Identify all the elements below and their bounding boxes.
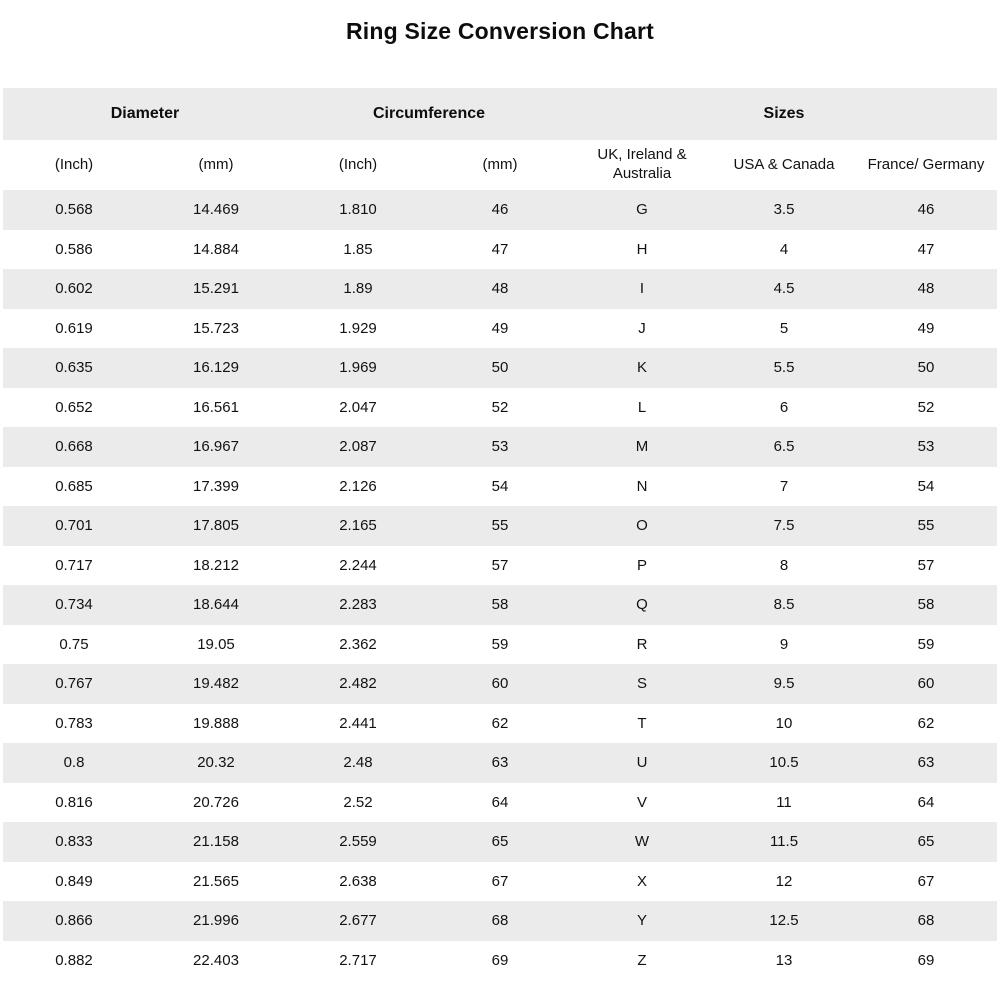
table-cell: 4 [713, 230, 855, 270]
table-cell: 7.5 [713, 506, 855, 546]
table-cell: 0.717 [3, 546, 145, 586]
table-cell: 50 [855, 348, 997, 388]
table-cell: 20.726 [145, 783, 287, 823]
table-cell: 0.619 [3, 309, 145, 349]
table-row [3, 862, 997, 902]
table-cell: 13 [713, 941, 855, 981]
table-cell: S [571, 664, 713, 704]
table-cell: 9.5 [713, 664, 855, 704]
table-cell: 16.129 [145, 348, 287, 388]
table-cell: 18.212 [145, 546, 287, 586]
table-cell: 65 [855, 822, 997, 862]
column-header-inch [3, 140, 145, 190]
table-cell: 2.638 [287, 862, 429, 902]
table-cell: 68 [855, 901, 997, 941]
table-cell: T [571, 704, 713, 744]
table-cell: 63 [429, 743, 571, 783]
page-title: Ring Size Conversion Chart [345, 18, 655, 44]
table-row [3, 427, 997, 467]
table-row [3, 388, 997, 428]
table-row [3, 269, 997, 309]
table-cell: 57 [855, 546, 997, 586]
table-cell: 22.403 [145, 941, 287, 981]
table-cell: 0.767 [3, 664, 145, 704]
table-cell: 7 [713, 467, 855, 507]
table-row [3, 348, 997, 388]
table-row [3, 506, 997, 546]
table-cell: 50 [429, 348, 571, 388]
column-header-label: USA & Canada [733, 155, 835, 173]
table-cell: N [571, 467, 713, 507]
table-row [3, 743, 997, 783]
table-cell: P [571, 546, 713, 586]
table-cell: 54 [855, 467, 997, 507]
table-cell: G [571, 190, 713, 230]
table-cell: 1.89 [287, 269, 429, 309]
table-cell: Z [571, 941, 713, 981]
table-cell: 0.568 [3, 190, 145, 230]
table-cell: 62 [855, 704, 997, 744]
table-cell: 55 [855, 506, 997, 546]
table-cell: L [571, 388, 713, 428]
table-cell: 0.701 [3, 506, 145, 546]
table-cell: 49 [855, 309, 997, 349]
table-cell: 16.967 [145, 427, 287, 467]
table-cell: 8.5 [713, 585, 855, 625]
table-row [3, 783, 997, 823]
table-row [3, 585, 997, 625]
table-cell: 52 [429, 388, 571, 428]
table-body [3, 190, 997, 980]
table-cell: 2.52 [287, 783, 429, 823]
table-cell: 19.05 [145, 625, 287, 665]
table-cell: 67 [855, 862, 997, 902]
table-cell: 0.75 [3, 625, 145, 665]
table-cell: R [571, 625, 713, 665]
table-cell: 4.5 [713, 269, 855, 309]
table-cell: 46 [855, 190, 997, 230]
table-cell: 2.087 [287, 427, 429, 467]
table-cell: 2.165 [287, 506, 429, 546]
column-header-mm [429, 140, 571, 190]
table-cell: 17.805 [145, 506, 287, 546]
table-cell: Y [571, 901, 713, 941]
table-cell: 0.8 [3, 743, 145, 783]
table-header [3, 88, 997, 190]
column-header-france-germany [855, 140, 997, 190]
table-cell: 2.559 [287, 822, 429, 862]
table-cell: 1.810 [287, 190, 429, 230]
table-cell: 0.833 [3, 822, 145, 862]
table-cell: 11.5 [713, 822, 855, 862]
table-row [3, 309, 997, 349]
table-cell: Q [571, 585, 713, 625]
column-header-label: (mm) [198, 155, 234, 173]
table-cell: 60 [855, 664, 997, 704]
table-cell: 2.717 [287, 941, 429, 981]
column-header-label: (Inch) [54, 155, 94, 173]
table-cell: 19.482 [145, 664, 287, 704]
table-cell: 57 [429, 546, 571, 586]
table-cell: 21.158 [145, 822, 287, 862]
table-cell: 53 [429, 427, 571, 467]
column-header-label: France/ Germany [867, 155, 985, 173]
table-cell: 60 [429, 664, 571, 704]
table-cell: 14.469 [145, 190, 287, 230]
table-cell: 2.48 [287, 743, 429, 783]
table-cell: 18.644 [145, 585, 287, 625]
table-cell: 11 [713, 783, 855, 823]
table-cell: O [571, 506, 713, 546]
table-cell: 2.362 [287, 625, 429, 665]
table-cell: 67 [429, 862, 571, 902]
table-cell: 0.866 [3, 901, 145, 941]
table-cell: 62 [429, 704, 571, 744]
table-cell: 6.5 [713, 427, 855, 467]
column-header-label: (mm) [482, 155, 518, 173]
table-cell: 2.283 [287, 585, 429, 625]
table-cell: M [571, 427, 713, 467]
ring-size-table [3, 88, 997, 980]
table-cell: 49 [429, 309, 571, 349]
table-cell: 12.5 [713, 901, 855, 941]
group-header-circumference: Circumference [287, 88, 571, 140]
table-cell: H [571, 230, 713, 270]
table-cell: 0.685 [3, 467, 145, 507]
column-header-inch [287, 140, 429, 190]
table-cell: 14.884 [145, 230, 287, 270]
table-cell: 2.126 [287, 467, 429, 507]
table-row [3, 822, 997, 862]
table-cell: 65 [429, 822, 571, 862]
table-row [3, 704, 997, 744]
table-cell: 20.32 [145, 743, 287, 783]
table-cell: 54 [429, 467, 571, 507]
table-cell: 68 [429, 901, 571, 941]
table-cell: 5.5 [713, 348, 855, 388]
column-header-uk-ireland-australia [571, 140, 713, 190]
column-header-usa-canada [713, 140, 855, 190]
table-cell: 2.482 [287, 664, 429, 704]
table-cell: 9 [713, 625, 855, 665]
table-cell: I [571, 269, 713, 309]
table-cell: 5 [713, 309, 855, 349]
table-cell: W [571, 822, 713, 862]
column-header-label: UK, Ireland & Australia [597, 146, 687, 182]
column-header-label: (Inch) [338, 155, 378, 173]
table-cell: 0.882 [3, 941, 145, 981]
table-cell: 0.652 [3, 388, 145, 428]
table-cell: 0.635 [3, 348, 145, 388]
table-cell: U [571, 743, 713, 783]
table-cell: 17.399 [145, 467, 287, 507]
table-cell: 21.996 [145, 901, 287, 941]
table-cell: 21.565 [145, 862, 287, 902]
table-cell: K [571, 348, 713, 388]
table-row [3, 467, 997, 507]
group-header-diameter: Diameter [3, 88, 287, 140]
table-cell: 2.441 [287, 704, 429, 744]
table-cell: 47 [429, 230, 571, 270]
table-cell: 19.888 [145, 704, 287, 744]
table-cell: 0.783 [3, 704, 145, 744]
table-cell: V [571, 783, 713, 823]
table-cell: 12 [713, 862, 855, 902]
table-cell: 48 [429, 269, 571, 309]
table-cell: 64 [429, 783, 571, 823]
table-cell: 6 [713, 388, 855, 428]
table-cell: 1.969 [287, 348, 429, 388]
table-cell: 52 [855, 388, 997, 428]
group-header-sizes: Sizes [571, 88, 997, 140]
table-cell: 63 [855, 743, 997, 783]
table-cell: 16.561 [145, 388, 287, 428]
table-cell: 0.586 [3, 230, 145, 270]
table-cell: 2.244 [287, 546, 429, 586]
table-cell: J [571, 309, 713, 349]
table-cell: 10 [713, 704, 855, 744]
table-cell: 69 [429, 941, 571, 981]
table-cell: 69 [855, 941, 997, 981]
table-cell: 47 [855, 230, 997, 270]
table-cell: 0.734 [3, 585, 145, 625]
table-cell: 2.677 [287, 901, 429, 941]
table-row [3, 546, 997, 586]
table-cell: 58 [429, 585, 571, 625]
table-cell: 46 [429, 190, 571, 230]
table-row [3, 230, 997, 270]
table-cell: 59 [429, 625, 571, 665]
column-header-mm [145, 140, 287, 190]
table-cell: 8 [713, 546, 855, 586]
table-cell: 59 [855, 625, 997, 665]
table-cell: 15.723 [145, 309, 287, 349]
table-row [3, 901, 997, 941]
table-cell: 0.668 [3, 427, 145, 467]
table-cell: 48 [855, 269, 997, 309]
table-cell: 1.929 [287, 309, 429, 349]
table-cell: 3.5 [713, 190, 855, 230]
table-cell: 2.047 [287, 388, 429, 428]
table-cell: 15.291 [145, 269, 287, 309]
table-cell: 55 [429, 506, 571, 546]
table-cell: 58 [855, 585, 997, 625]
table-cell: 0.602 [3, 269, 145, 309]
table-cell: 53 [855, 427, 997, 467]
table-cell: 10.5 [713, 743, 855, 783]
subheader-row [3, 140, 997, 190]
table-row [3, 941, 997, 981]
group-header-row [3, 88, 997, 140]
table-cell: 0.849 [3, 862, 145, 902]
table-cell: X [571, 862, 713, 902]
table-cell: 0.816 [3, 783, 145, 823]
table-cell: 1.85 [287, 230, 429, 270]
table-cell: 64 [855, 783, 997, 823]
table-row [3, 664, 997, 704]
table-row [3, 190, 997, 230]
table-row [3, 625, 997, 665]
